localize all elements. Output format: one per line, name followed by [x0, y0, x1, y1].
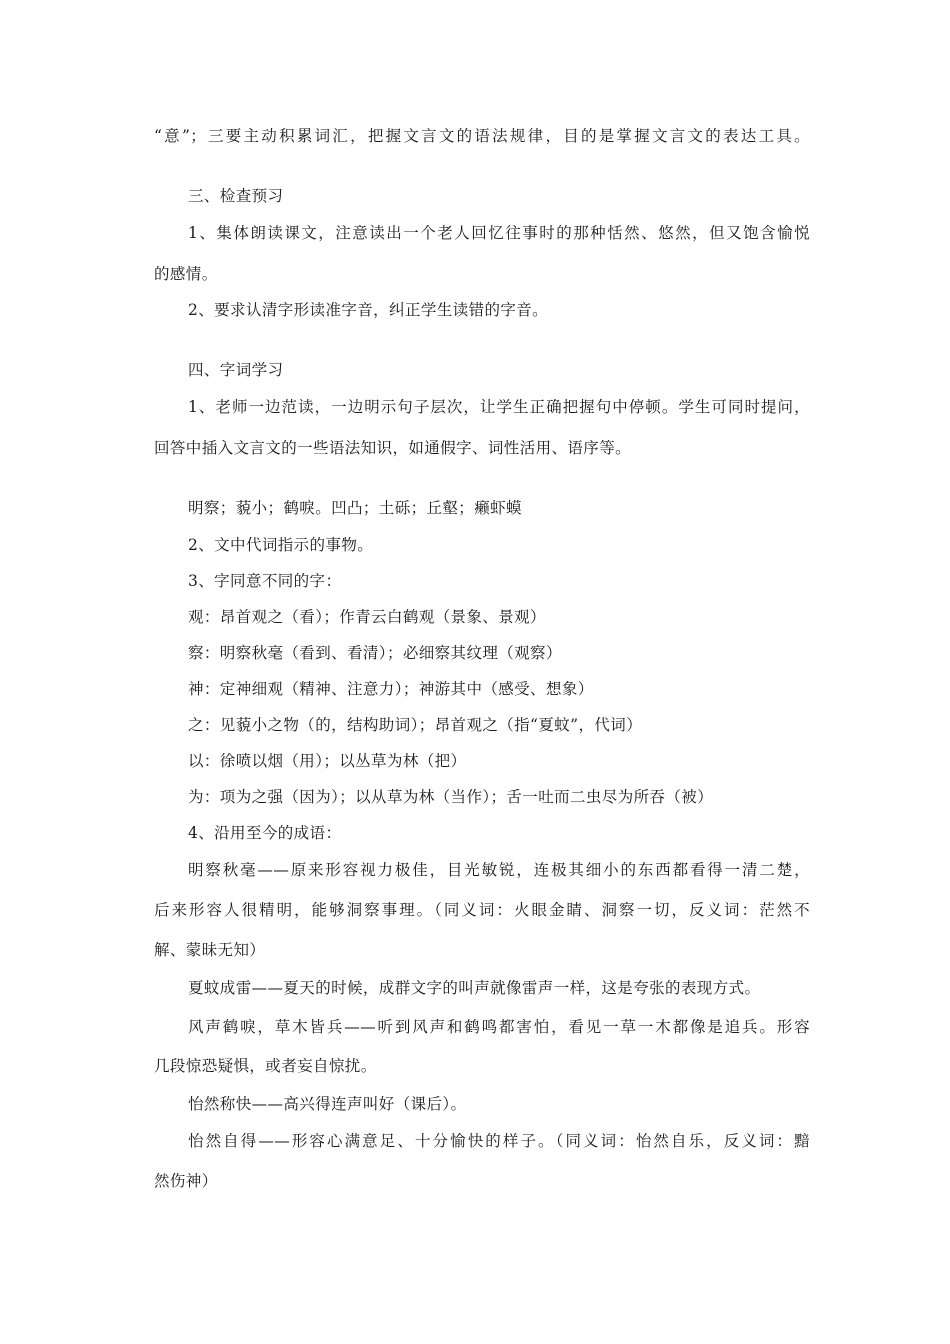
definition-line: 为：项为之强（因为）；以从草为林（当作）；舌一吐而二虫尽为所吞（被） — [188, 788, 714, 806]
idiom-line: 怡然称快——高兴得连声叫好（课后）。 — [188, 1095, 467, 1113]
definition-line: 以：徐喷以烟（用）；以丛草为林（把） — [188, 752, 467, 770]
idiom-line: 后来形容人很精明，能够洞察事理。（同义词：火眼金睛、洞察一切，反义词：茫然不 — [154, 901, 810, 919]
idiom-line: 明察秋毫——原来形容视力极佳，目光敏锐，连极其细小的东西都看得一清二楚， — [188, 861, 810, 879]
definition-line: 之：见藐小之物（的，结构助词）；昂首观之（指“夏蚊”，代词） — [188, 716, 643, 734]
paragraph-line: 1、集体朗读课文，注意读出一个老人回忆往事时的那种恬然、悠然，但又饱含愉悦 — [188, 224, 810, 242]
paragraph-line: 2、文中代词指示的事物。 — [188, 536, 374, 554]
idiom-line: 夏蚊成雷——夏天的时候，成群文字的叫声就像雷声一样，这是夸张的表现方式。 — [188, 979, 761, 997]
idiom-line: 解、蒙昧无知） — [154, 941, 266, 959]
definition-line: 观：昂首观之（看）；作青云白鹤观（景象、景观） — [188, 608, 546, 626]
definition-line: 察：明察秋毫（看到、看清）；必细察其纹理（观察） — [188, 644, 562, 662]
paragraph-line: 的感情。 — [154, 265, 218, 283]
idiom-line: 然伤神） — [154, 1172, 218, 1190]
paragraph-line: 4、沿用至今的成语： — [188, 824, 342, 842]
paragraph-line: 2、要求认清字形读准字音，纠正学生读错的字音。 — [188, 301, 549, 319]
idiom-line: 怡然自得——形容心满意足、十分愉快的样子。（同义词：怡然自乐，反义词：黯 — [188, 1132, 810, 1150]
word-list: 明察；藐小；鹤唳。凹凸；土砾；丘壑；癞虾蟆 — [188, 499, 522, 517]
idiom-line: 几段惊恐疑惧，或者妄自惊扰。 — [154, 1057, 377, 1075]
paragraph-line: 回答中插入文言文的一些语法知识，如通假字、词性活用、语序等。 — [154, 439, 632, 457]
idiom-line: 风声鹤唳，草木皆兵——听到风声和鹤鸣都害怕，看见一草一木都像是追兵。形容 — [188, 1018, 810, 1036]
section-heading: 四、字词学习 — [188, 361, 284, 379]
definition-line: 神：定神细观（精神、注意力）；神游其中（感受、想象） — [188, 680, 594, 698]
paragraph-line: 3、字同意不同的字： — [188, 572, 342, 590]
paragraph-line: “意”；三要主动积累词汇，把握文言文的语法规律，目的是掌握文言文的表达工具。 — [154, 127, 810, 145]
paragraph-line: 1、老师一边范读，一边明示句子层次，让学生正确把握句中停顿。学生可同时提问， — [188, 398, 810, 416]
section-heading: 三、检查预习 — [188, 187, 284, 205]
